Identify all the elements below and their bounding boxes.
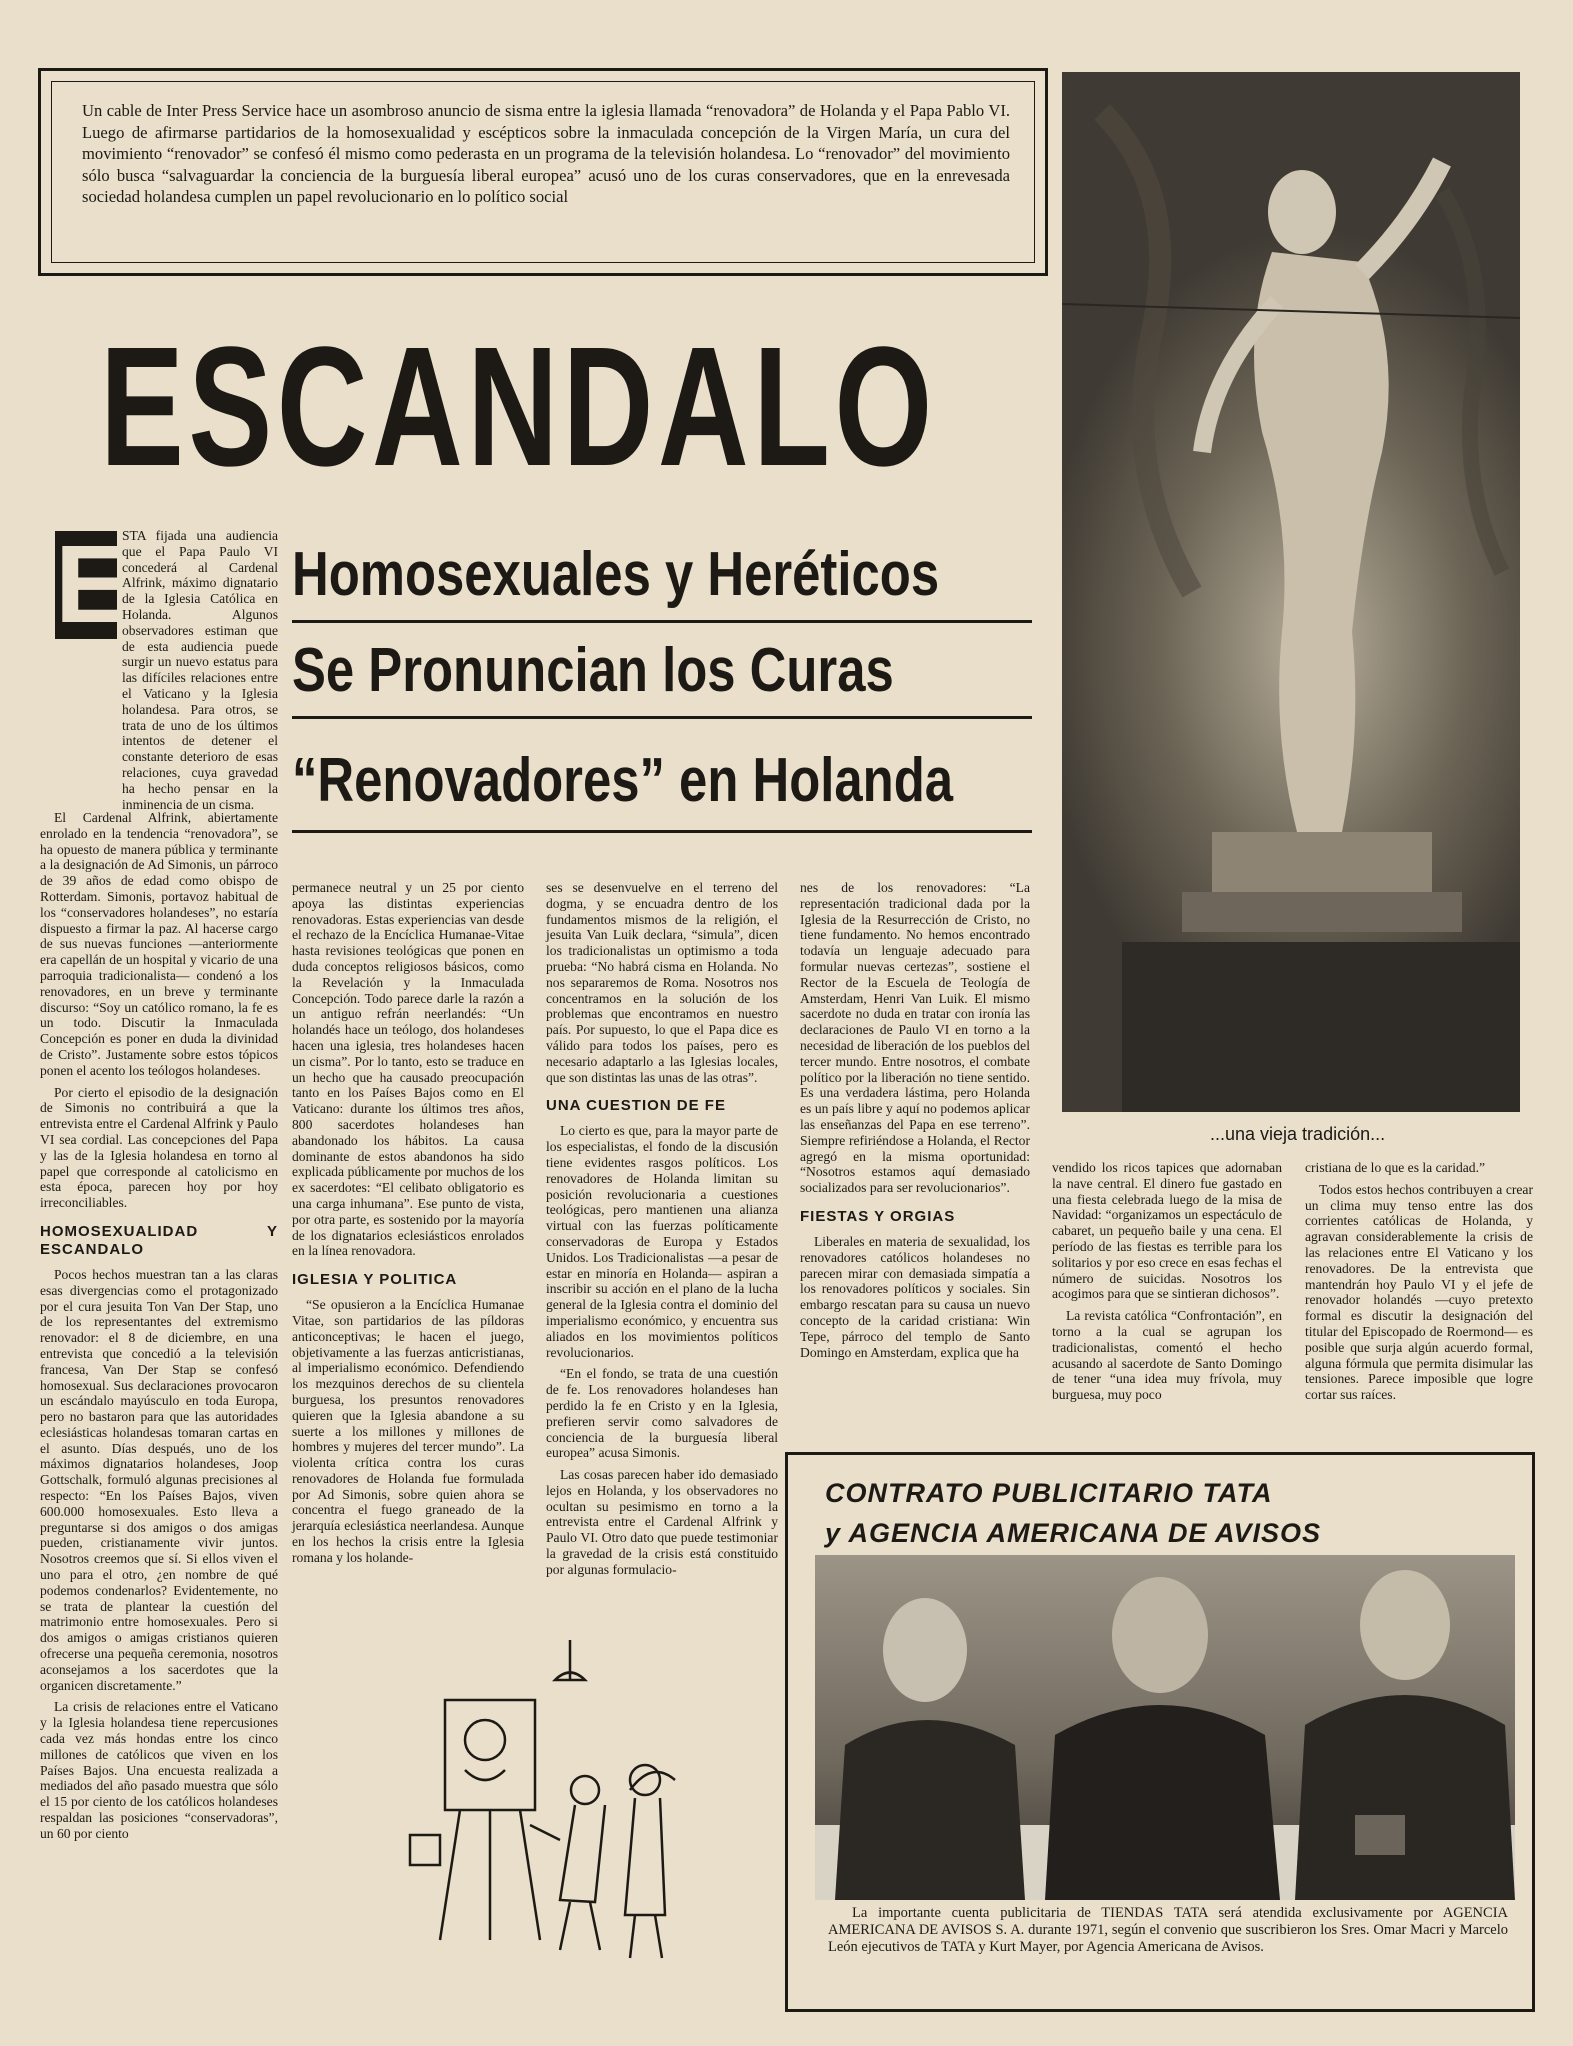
ad-caption: La importante cuenta publicitaria de TIENDAS TATA será atendida exclusivamente por AGENCIA AMERICANA DE AVISOS S. A. durante 1971, según el convenio que suscribieron los Sres. Omar Macri y Marcelo León ejecutivos de TATA y Kurt Mayer, por Agencia Americana de Avisos. (828, 1905, 1508, 1955)
ad-title-line1: CONTRATO PUBLICITARIO TATA (825, 1478, 1273, 1508)
subheading: IGLESIA Y POLITICA (292, 1271, 458, 1289)
article-paragraph: ses se desenvuelve en el terreno del dogma, y se encuadra dentro de los fundamentos mismos de la religión, el jesuita Van Luik declara, “simula”, dicen los tradicionalistas un optimismo a toda prueba: “No habrá cisma en Holanda. No nos separaremos de Roma. Nosotros nos concentramos en la solución de los problemas que encontramos en nuestro país. Por supuesto, lo que el Papa dice es válido para todos los países, pero es necesario adaptarlo a las Iglesias locales, que son distintas las unas de las otras”. (546, 880, 778, 1085)
column-5 (1052, 1160, 1282, 1409)
article-paragraph: La revista católica “Confrontación”, en torno a la cual se agrupan los tradicionalistas, comentó el hecho acusando al sacerdote de Santo Domingo de tener “una idea muy frívola, muy burguesa, muy poco (1052, 1308, 1282, 1403)
article-paragraph: Las cosas parecen haber ido demasiado lejos en Holanda, y los observadores no ocultan su pesimismo en torno a la entrevista entre el Cardenal Alfrink y Paulo VI. Otro dato que puede testimoniar la gravedad de la crisis está constituido por algunas formulacio- (546, 1467, 778, 1577)
ad-title (825, 1473, 1425, 1553)
article-paragraph: Pocos hechos muestran tan a las claras esas divergencias como el protagonizado por el cura jesuita Ton Van Der Stap, uno de los representantes del extremismo renovador: el 8 de diciembre, en una entrevista que concedió a la televisión francesa, Van Der Stap se confesó homosexual. Sus declaraciones provocaron un escándalo mayúsculo en toda Europa, pero no bastaron para que las autoridades eclesiásticas holandesas tomaran cartas en el asunto. Días después, uno de los máximos dignatarios holandeses, Joop Gottschalk, formuló algunas precisiones al respecto: “En los Países Bajos, viven 600.000 homosexuales. Esto lleva a preguntarse si dos amigos o dos amigas pueden, cristianamente vivir juntos. Nosotros creemos que sí. Si ellos viven el uno para el otro, ¿en nombre de qué podemos condenarlos? Evidentemente, no se trata de plantear la cuestión del matrimonio entre homosexuales. Pero si dos amigos o amigas cristianos quieren ofrecerse una pequeña ceremonia, nosotros aconsejamos a los sacerdotes que la organicen discretamente.” (40, 1266, 278, 1693)
statue-photo (1062, 72, 1520, 1112)
article-paragraph: Liberales en materia de sexualidad, los renovadores católicos holandeses no parecen mirar con demasiada simpatía a los renovadores políticos y sociales. Sin embargo rescatan para su causa un nuevo concepto de la caridad cristiana: Win Tepe, párroco del templo de Santo Domingo en Amsterdam, explica que ha (800, 1233, 1030, 1360)
statue-illustration (1062, 72, 1520, 1112)
column-2 (292, 880, 524, 1572)
headline-line2: Se Pronuncian los Curas (292, 636, 894, 705)
article-paragraph: STA fijada una audiencia que el Papa Paulo VI concederá al Cardenal Alfrink, máximo dignatario de la Iglesia Católica en Holanda. Algunos observadores estiman que de esta audiencia puede surgir un nuevo estatus para las difíciles relaciones entre el Vaticano y la Iglesia holandesa. Para otros, se trata de uno de los últimos intentos de detener el constante deterioro de esas relaciones, cuya gravedad ha hecho pensar en la inminencia de un cisma. (122, 528, 278, 812)
article-paragraph: cristiana de lo que es la caridad.” (1305, 1160, 1486, 1175)
column-4 (800, 880, 1030, 1366)
drop-cap: E (55, 523, 129, 646)
photo-caption: ...una vieja tradición... (1210, 1124, 1386, 1144)
article-paragraph: “Se opusieron a la Encíclica Humanae Vitae, son partidarios de las píldoras anticonceptivas; le hacen el juego, objetivamente a las fuerzas anticristianas, al imperialismo económico. Defendiendo los mezquinos derechos de su clientela burguesa, los presuntos renovadores quieren que la Iglesia abandone a su suerte a los millones y millones de hombres y mujeres del tercer mundo”. La violenta crítica contra los curas renovadores de Holanda fue formulada por Ad Simonis, sobre quien ahora se concentra el fuego graneado de la jerarquía eclesiástica neerlandesa. Aunque en los hechos la crisis entre la Iglesia romana y los holande- (292, 1297, 524, 1565)
column-3 (546, 880, 778, 1584)
article-paragraph: La crisis de relaciones entre el Vaticano y la Iglesia holandesa tiene repercusiones cada vez más hondas entre los cinco millones de católicos que viven en los Países Bajos. Una encuesta realizada a mediados del año pasado muestra que sólo el 15 por ciento de los católicos holandeses respaldan las posiciones “conservadoras”, un 60 por ciento (40, 1699, 278, 1841)
article-paragraph: Todos estos hechos contribuyen a crear un clima muy tenso entre las dos corrientes católicas de Holanda, y agravan considerablemente la crisis de las relaciones entre El Vaticano y los renovadores. De la entrevista que mantendrán hoy Paulo VI y el jefe de renovador holandés —cuyo pretexto formal es discutir la designación del titular del Episcopado de Roermond— es posible que surja algún acuerdo formal, alguna fórmula que permita disimular las tensiones. Parece imposible que logre cortar sus raíces. (1305, 1181, 1533, 1403)
article-paragraph: nes de los renovadores: “La representación tradicional dada por la Iglesia de la Resurrección de Cristo, no tiene fundamento. No hemos encontrado todavía un lenguaje adecuado para formular nuevas certezas”, sostiene el Rector de la Escuela de Teología de Amsterdam, Henri Van Luik. El mismo sacerdote no duda en tratar con ironía las declaraciones de Paulo VI en torno a la necesidad de liberación de los pueblos del tercer mundo. Entre nosotros, el combate político por la liberación no tiene sentido. Es una verdadera lástima, pero Holanda es un país libre y aquí no podemos aplicar las enseñanzas del Papa en ese terreno”. Siempre refiriéndose a Holanda, el Rector agregó en la misma oportunidad: “Nosotros estamos aquí demasiado socializados para ser revolucionarios”. (800, 880, 1030, 1196)
article-paragraph: El Cardenal Alfrink, abiertamente enrolado en la tendencia “renovadora”, se ha opuesto de manera pública y terminante a la designación de Ad Simonis, un párroco de 39 años de edad como obispo de Rotterdam. Simonis, portavoz habitual de los “conservadores holandeses”, no estaría dispuesto a firmar la paz. Al hacerse cargo de sus nuevas funciones —anteriormente era capellán de un hospital y vicario de una parroquia tradicionalista— condenó a los renovadores, en un breve y terminante discurso: “Soy un católico romano, la fe es un todo. Discutir la Inmaculada Concepción es poner en duda la divinidad de Cristo”. Justamente sobre estos tópicos ponen el acento los teólogos holandeses. (40, 810, 278, 1078)
intro-text: Un cable de Inter Press Service hace un asombroso anuncio de sisma entre la iglesia llamada “renovadora” de Holanda y el Papa Pablo VI. Luego de afirmarse partidarios de la homosexualidad y escépticos sobre la inmaculada concepción de la Virgen María, un cura del movimiento “renovador” se confesó él mismo como pederasta en un programa de la televisión holandesa. Lo “renovador” del movimiento sólo busca “salvaguardar la conciencia de la burguesía liberal europea” acusó uno de los curas conservadores, que en la enrevesada sociedad holandesa cumplen un papel revolucionario en lo político social (82, 101, 1010, 206)
headline-rule (292, 830, 1032, 833)
executives-photo (815, 1555, 1515, 1900)
article-paragraph: Por cierto el episodio de la designación de Simonis no contribuirá a que la entrevista entre el Cardenal Alfrink y Paulo VI sea cordial. Las concepciones del Papa y las de la Iglesia holandesa en torno al papel que corresponde al catolicismo en esta época, parecen hoy por hoy irreconciliables. (40, 1084, 278, 1211)
headline-rule (292, 716, 1032, 719)
column-6 (1305, 1160, 1533, 1409)
headline-rule (292, 620, 1032, 623)
subheading: FIESTAS Y ORGIAS (800, 1207, 956, 1225)
column-1-lead (122, 528, 278, 818)
subheading: HOMOSEXUALIDAD Y ESCANDALO (40, 1222, 278, 1258)
article-paragraph: permanece neutral y un 25 por ciento apoya las distintas experiencias renovadoras. Estas experiencias van desde el rechazo de la Encíclica Humanae-Vitae hasta revisiones teológicas que ponen en duda conceptos religiosos básicos, como la Revelación y la Inmaculada Concepción. Todo parece darle la razón a un antiguo refrán neerlandés: “Un holandés hace un teólogo, dos holandeses hacen una iglesia, tres holandeses hacen un cisma”. Por lo tanto, esto se traduce en un hecho que ha causado preocupación tanto en los Países Bajos como en El Vaticano: durante los últimos tres años, 800 sacerdotes holandeses han abandonado los hábitos. La causa dominante de estos abandonos ha sido explicada públicamente por muchos de los ex sacerdotes: “El celibato obligatorio es una carga inhumana”. Ese punto de vista, por otra parte, es sostenido por la mayoría de los dignatarios eclesiásticos enrolados en la línea renovadora. (292, 880, 524, 1259)
ad-photo (815, 1555, 1515, 1900)
main-title: ESCANDALO (100, 312, 937, 502)
article-paragraph: “En el fondo, se trata de una cuestión de fe. Los renovadores holandeses han perdido la fe en Cristo y en la Iglesia, prefieren servir como salvadores de conciencia de la burguesía liberal europea” acusa Simonis. (546, 1366, 778, 1461)
headline-line1: Homosexuales y Heréticos (292, 540, 940, 609)
ad-title-line2: y AGENCIA AMERICANA DE AVISOS (825, 1518, 1322, 1548)
headline-line3: “Renovadores” en Holanda (292, 746, 954, 815)
cartoon-illustration (390, 1640, 690, 1970)
subheading: UNA CUESTION DE FE (546, 1097, 726, 1115)
article-paragraph: vendido los ricos tapices que adornaban la nave central. El dinero fue gastado en una fiesta celebrada luego de la misa de Navidad: “organizamos un espectáculo de cabaret, un pequeño baile y una cena. El período de las fiestas es terrible para los solitarios y por eso crece en esas fechas el número de suicidas. Nosotros los acogimos para que se sintieran dichosos”. (1052, 1160, 1282, 1302)
column-1 (40, 810, 278, 1848)
article-paragraph: Lo cierto es que, para la mayor parte de los especialistas, el fondo de la discusión tiene evidentes rasgos políticos. Los renovadores de Holanda limitan su posición revolucionaria a cuestiones teológicas, pero mantienen una alianza virtual con las fuerzas políticamente conservadoras de Europa y Estados Unidos. Los Tradicionalistas —a pesar de estar en minoría en Holanda— aspiran a inscribir su acción en el plano de la lucha general de la Iglesia contra el dominio del imperialismo económico, y encuentra sus aliados en los movimientos políticos revolucionarios. (546, 1123, 778, 1360)
